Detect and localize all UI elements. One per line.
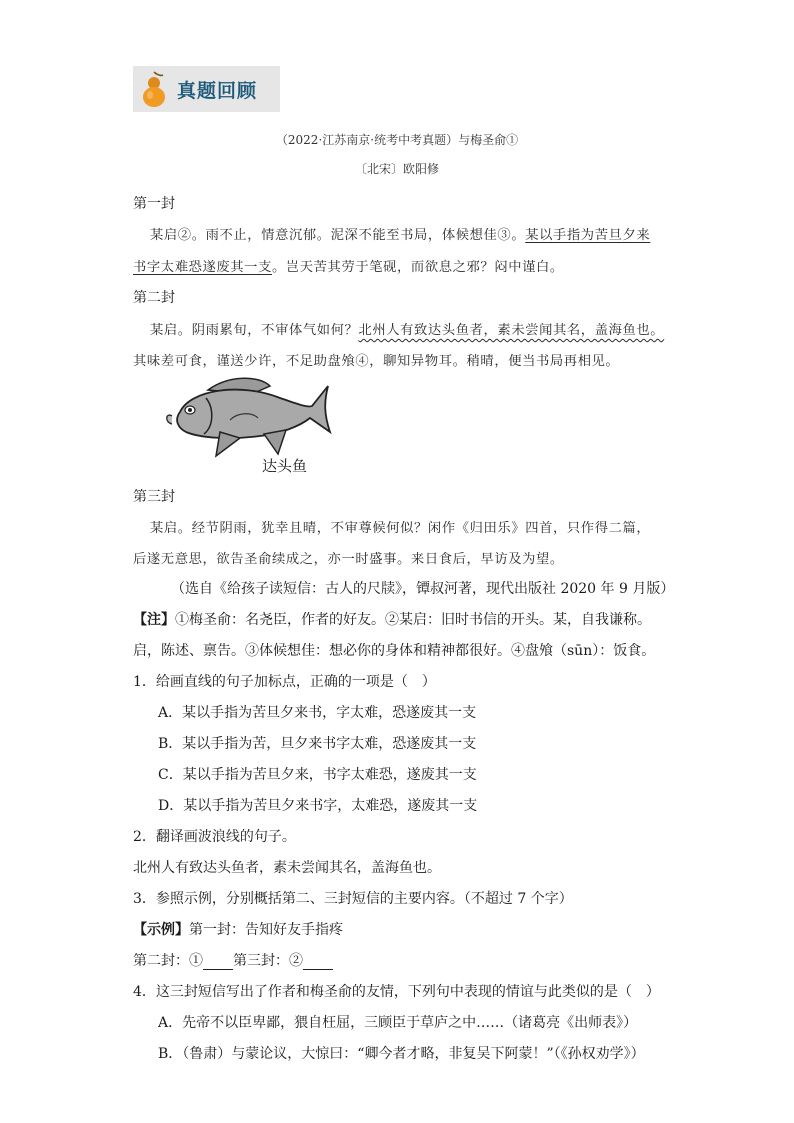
gourd-icon xyxy=(137,69,171,109)
letter-3-heading: 第三封 xyxy=(133,489,175,505)
letter-3-line-1: 某启。经节阴雨，犹幸且晴，不审尊候何似？闲作《归田乐》四首，只作得二篇， xyxy=(150,521,651,536)
letter-1-text-2: 。岂天苦其劳于笔砚，而欲息之邪？闷中谨白。 xyxy=(271,260,564,275)
answer-1-label: 第二封： xyxy=(133,953,189,969)
answer-2-number: ② xyxy=(289,953,303,969)
letter-3-line-2: 后遂无意思，欲告圣俞续成之，亦一时盛事。来日食后，早访及为望。 xyxy=(133,552,564,567)
question-1-option-c: C．某以手指为苦旦夕来，书字太难恐，遂废其一支 xyxy=(158,767,477,783)
note-line-1 xyxy=(133,609,651,629)
example-text: 第一封：告知好友手指疼 xyxy=(189,922,343,938)
letter-1-line-1 xyxy=(150,224,650,243)
question-3-example xyxy=(133,919,343,939)
section-banner xyxy=(133,66,280,112)
note-label: 【注】 xyxy=(133,612,175,628)
letter-2-line-1 xyxy=(150,319,664,338)
example-label: 【示例】 xyxy=(133,922,189,938)
fish-caption: 达头鱼 xyxy=(262,457,308,475)
question-3-stem: 3．参照示例，分别概括第二、三封短信的主要内容。（不超过 7 个字） xyxy=(133,891,573,907)
answer-2-blank[interactable] xyxy=(303,955,333,970)
fish-illustration xyxy=(160,372,335,464)
letter-1-heading: 第一封 xyxy=(133,196,175,212)
note-line-2: 启，陈述、禀告。③体候想佳：想必你的身体和精神都很好。④盘飧（sūn）：饭食。 xyxy=(133,643,656,659)
answer-1-blank[interactable] xyxy=(203,955,233,970)
question-3-answers xyxy=(133,950,333,970)
question-4-option-a: A．先帝不以臣卑鄙，猥自枉屈，三顾臣于草庐之中……（诸葛亮《出师表》） xyxy=(158,1015,638,1031)
letter-1-text: 某启②。雨不止，情意沉郁。泥深不能至书局，体候想佳③。 xyxy=(150,228,526,243)
letter-2-heading: 第二封 xyxy=(133,290,175,306)
question-2-sentence: 北州人有致达头鱼者，素未尝闻其名，盖海鱼也。 xyxy=(133,860,441,876)
question-1-stem: 1．给画直线的句子加标点，正确的一项是（ ） xyxy=(133,674,436,690)
author-line: 〔北宋〕欧阳修 xyxy=(354,162,439,176)
banner-title: 真题回顾 xyxy=(177,79,258,102)
note-text-1: ①梅圣俞：名尧臣，作者的好友。②某启：旧时书信的开头。某，自我谦称。 xyxy=(175,612,651,628)
underlined-sentence-part-1: 某以手指为苦旦夕来 xyxy=(525,228,651,243)
question-1-option-b: B．某以手指为苦，旦夕来书字太难，恐遂废其一支 xyxy=(158,736,477,752)
question-1-option-d: D．某以手指为苦旦夕来书字，太难恐，遂废其一支 xyxy=(158,798,478,814)
citation: （选自《给孩子读短信：古人的尺牍》，镡叔河著，现代出版社 2020 年 9 月版） xyxy=(171,581,675,597)
wavy-sentence: 北州人有致达头鱼者，素未尝闻其名，盖海鱼也。 xyxy=(358,323,665,338)
letter-2-text: 某启。阴雨累旬，不审体气如何？ xyxy=(150,323,359,338)
question-2-stem: 2．翻译画波浪线的句子。 xyxy=(133,829,296,845)
answer-1-number: ① xyxy=(189,953,203,969)
answer-2-label: 第三封： xyxy=(233,953,289,969)
question-4-stem: 4．这三封短信写出了作者和梅圣俞的友情，下列句中表现的情谊与此类似的是（ ） xyxy=(133,984,660,1000)
underlined-sentence-part-2: 书字太难恐遂废其一支 xyxy=(133,260,272,275)
question-4-option-b: B．（鲁肃）与蒙论议，大惊曰：“卿今者才略，非复吴下阿蒙！”（《孙权劝学》） xyxy=(158,1046,645,1062)
letter-2-line-2: 其味差可食，谨送少许，不足助盘飧④，聊知异物耳。稍晴，便当书局再相见。 xyxy=(133,354,620,369)
source-line: （2022·江苏南京·统考中考真题）与梅圣俞① xyxy=(275,133,519,147)
question-1-option-a: A．某以手指为苦旦夕来书，字太难，恐遂废其一支 xyxy=(158,705,477,721)
letter-1-line-2 xyxy=(133,256,564,275)
